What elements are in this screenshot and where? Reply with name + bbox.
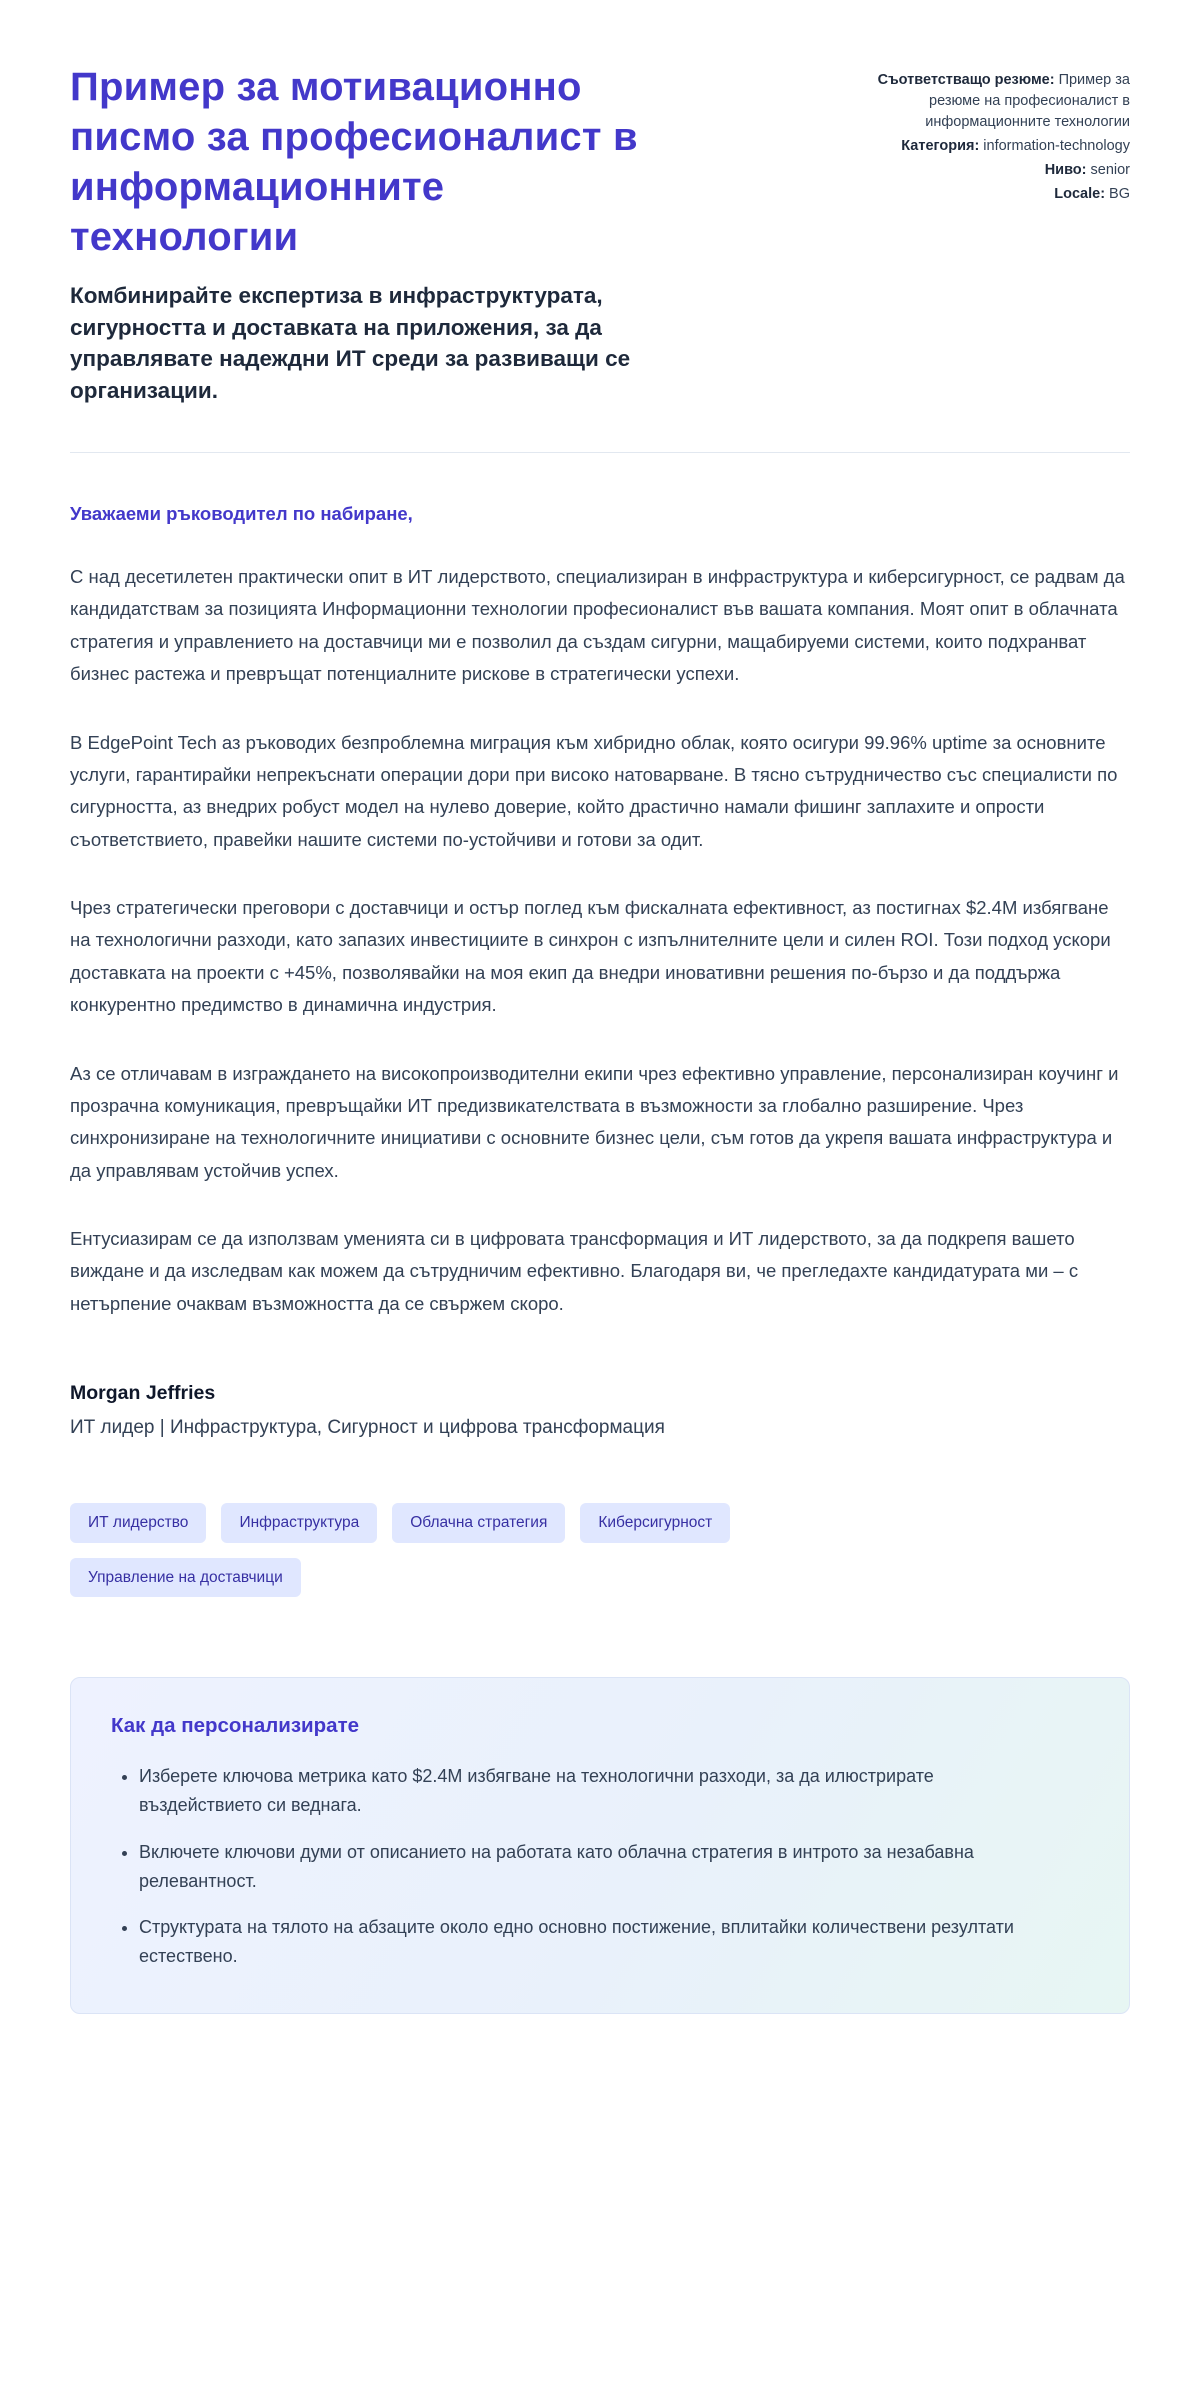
meta-value: senior — [1090, 162, 1130, 179]
letter-paragraph: Ентусиазирам се да използвам уменията си в цифровата трансформация и ИТ лидерството, за да подкрепя вашето виждане и да изследвам как можем да сътрудничим ефективно. Благодаря ви, че прегледахте кандидатурата ми – с нетърпение очаквам възможността да се свържем скоро. — [70, 1228, 1079, 1314]
tip-item: • Изберете ключова метрика като $2.4M избягване на технологични разходи, за да илюстрирате въздействието си веднага. — [139, 1762, 1059, 1820]
meta-label: Locale: — [1054, 186, 1106, 203]
tip-item: • Структурата на тялото на абзаците около едно основно постижение, вплитайки количествени резултати естествено. — [139, 1913, 1059, 1971]
meta-row-locale — [845, 184, 1130, 205]
meta-panel — [845, 62, 1130, 208]
meta-value: information-technology — [983, 138, 1130, 155]
letter-paragraph: Аз се отличавам в изграждането на високопроизводителни екипи чрез ефективно управление, персонализиран коучинг и прозрачна комуникация, превръщайки ИТ предизвикателствата в възможности за глобално разширение. Чрез синхронизиране на технологичните инициативи с основните бизнес цели, съм готов да укрепя вашата инфраструктура и да управлявам устойчив успех. — [70, 1062, 1119, 1181]
letter-greeting: Уважаеми ръководител по набиране, — [70, 503, 413, 524]
personalization-tips-box — [70, 1677, 1130, 2014]
signature-title: ИТ лидер | Инфраструктура, Сигурност и цифрова трансформация — [70, 1417, 665, 1439]
meta-row-matching-resume — [845, 70, 1130, 133]
header-title-block — [70, 62, 650, 406]
signature-name: Morgan Jeffries — [70, 1382, 216, 1405]
meta-row-level — [845, 160, 1130, 181]
letter-paragraph: С над десетилетен практически опит в ИТ лидерството, специализиран в инфраструктура и киберсигурност, се радвам да кандидатствам за позицията Информационни технологии професионалист във вашата компания. Моят опит в облачната стратегия и управлението на доставчици ми е позволил да създам сигурни, мащабируеми системи, които подхранват бизнес растежа и превръщат потенциалните рискове в стратегически успехи. — [70, 566, 1125, 685]
tips-title: Как да персонализирате — [111, 1714, 360, 1738]
skill-tag: Облачна стратегия — [392, 1503, 565, 1543]
header — [70, 62, 1130, 406]
skill-tag: ИТ лидерство — [70, 1503, 206, 1543]
skill-tag: Инфраструктура — [221, 1503, 377, 1543]
tips-list — [111, 1762, 1089, 1971]
page-subtitle: Комбинирайте експертиза в инфраструктурата, сигурността и доставката на приложения, за да управлявате надеждни ИТ среди за развиващи се организации. — [70, 283, 631, 403]
letter-body — [70, 503, 1130, 1439]
meta-label: Ниво: — [1044, 162, 1087, 179]
divider — [70, 452, 1130, 453]
tip-item: • Включете ключови думи от описанието на работата като облачна стратегия в интрото за незабавна релевантност. — [139, 1838, 1059, 1896]
skill-tag: Управление на доставчици — [70, 1558, 301, 1598]
letter-paragraph: В EdgePoint Tech аз ръководих безпроблемна миграция към хибридно облак, която осигури 99.96% uptime за основните услуги, гарантирайки непрекъснати операции дори при високо натоварване. В тясно сътрудничество със специалисти по сигурността, аз внедрих робуст модел на нулево доверие, който драстично намали фишинг заплахите и опрости съответствието, правейки нашите системи по-устойчиви и готови за одит. — [70, 731, 1118, 850]
meta-row-category — [845, 136, 1130, 157]
meta-value: Пример за резюме на професионалист в информационните технологии — [925, 72, 1130, 131]
letter-paragraph: Чрез стратегически преговори с доставчици и остър поглед към фискалната ефективност, аз постигнах $2.4M избягване на технологични разходи, като запазих инвестициите в синхрон с изпълнителните цели и силен ROI. Този подход ускори доставката на проекти с +45%, позволявайки на моя екип да внедри иновативни решения по-бързо и да поддържа конкурентно предимство в динамична индустрия. — [70, 897, 1111, 1016]
meta-value: BG — [1109, 186, 1130, 203]
meta-label: Съответстващо резюме: — [877, 72, 1055, 88]
skill-tag: Киберсигурност — [580, 1503, 730, 1543]
meta-label: Категория: — [901, 138, 980, 155]
skill-tags — [70, 1503, 900, 1597]
page-title: Пример за мотивационно писмо за професионалист в информационните технологии — [70, 65, 638, 259]
